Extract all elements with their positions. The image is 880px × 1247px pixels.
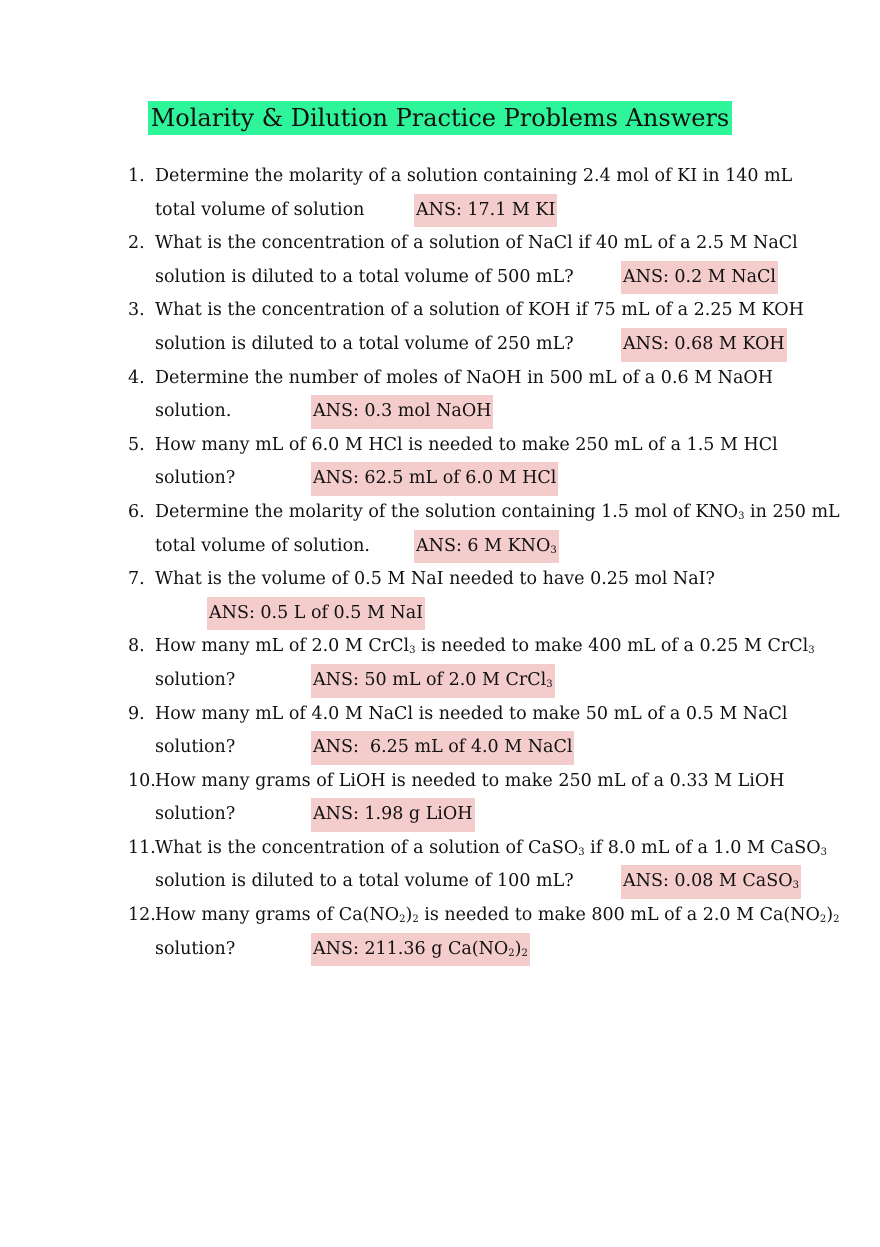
- question-text: How many mL of 6.0 M HCl is needed to make 250 mL of a 1.5 M HCl: [155, 434, 778, 455]
- question-text: solution?: [155, 669, 236, 690]
- problem-number: 2.: [128, 233, 145, 254]
- question-text: solution is diluted to a total volume of 250 mL?: [155, 333, 574, 354]
- answer: ANS: 0.3 mol NaOH: [311, 395, 493, 429]
- answer: ANS: 0.08 M CaSO$_3$: [621, 865, 801, 899]
- answer: ANS: 62.5 mL of 6.0 M HCl: [311, 462, 558, 496]
- question-text: solution is diluted to a total volume of 500 mL?: [155, 266, 574, 287]
- problem-number: 8.: [128, 636, 145, 657]
- answer: ANS: 0.68 M KOH: [621, 328, 787, 362]
- problem-item: [128, 160, 828, 227]
- question-text: solution?: [155, 468, 236, 489]
- question-text: What is the volume of 0.5 M NaI needed to have 0.25 mol NaI?: [155, 569, 715, 590]
- question-text: solution?: [155, 737, 236, 758]
- problem-item: [128, 765, 828, 832]
- question-text: Determine the number of moles of NaOH in 500 mL of a 0.6 M NaOH: [155, 367, 774, 388]
- problem-item: [128, 630, 828, 697]
- problem-item: [128, 698, 828, 765]
- problem-number: 5.: [128, 434, 145, 455]
- problem-number: 11.: [128, 837, 156, 858]
- problem-item: [128, 496, 840, 563]
- answer: ANS: 0.5 L of 0.5 M NaI: [207, 597, 425, 631]
- answer: ANS: 0.2 M NaCl: [621, 261, 778, 295]
- question-text: How many grams of $Ca(NO_2)_2$ is needed to make 800 mL of a 2.0 M $Ca(NO_2)_2$: [155, 905, 840, 926]
- question-text: total volume of solution.: [155, 535, 370, 556]
- problem-item: [128, 227, 828, 294]
- problem-item: [128, 429, 828, 496]
- question-text: solution is diluted to a total volume of 100 mL?: [155, 871, 574, 892]
- answer: ANS: 211.36 g $Ca(NO_2)_2$: [311, 933, 530, 967]
- problem-item: [128, 899, 840, 966]
- answer: ANS: 6.25 mL of 4.0 M NaCl: [311, 731, 574, 765]
- answer: ANS: 17.1 M KI: [414, 194, 557, 228]
- problem-number: 1.: [128, 166, 145, 186]
- answer: ANS: 50 mL of 2.0 M CrCl$_3$: [311, 664, 555, 698]
- question-text: Determine the molarity of the solution containing 1.5 mol of $KNO_3$ in 250 mL: [155, 501, 840, 522]
- problem-item: [128, 832, 828, 899]
- problem-list: [128, 160, 840, 966]
- problem-number: 4.: [128, 367, 145, 388]
- question-text: solution.: [155, 401, 232, 422]
- problem-number: 9.: [128, 703, 145, 724]
- problem-number: 12.: [128, 905, 156, 926]
- question-text: Determine the molarity of a solution containing 2.4 mol of KI in 140 mL: [155, 166, 793, 186]
- page-title: Molarity & Dilution Practice Problems Answers: [148, 101, 733, 135]
- question-text: total volume of solution: [155, 199, 365, 220]
- problem-number: 3.: [128, 300, 145, 321]
- problem-number: 7.: [128, 569, 145, 590]
- question-text: What is the concentration of a solution of NaCl if 40 mL of a 2.5 M NaCl: [155, 233, 798, 254]
- question-text: How many mL of 2.0 M CrCl$_3$ is needed to make 400 mL of a 0.25 M CrCl$_3$: [155, 636, 815, 657]
- problem-item: [128, 362, 828, 429]
- problem-number: 10.: [128, 770, 156, 791]
- problem-item: [128, 294, 828, 361]
- answer: ANS: 1.98 g LiOH: [311, 798, 475, 832]
- question-text: What is the concentration of a solution of KOH if 75 mL of a 2.25 M KOH: [155, 300, 804, 321]
- problem-item: [128, 563, 828, 630]
- answer: ANS: 6 M $KNO_3$: [414, 530, 559, 564]
- question-text: How many mL of 4.0 M NaCl is needed to make 50 mL of a 0.5 M NaCl: [155, 703, 788, 724]
- question-text: How many grams of LiOH is needed to make 250 mL of a 0.33 M LiOH: [155, 770, 785, 791]
- problem-number: 6.: [128, 501, 145, 522]
- question-text: What is the concentration of a solution of CaSO$_3$ if 8.0 mL of a 1.0 M CaSO$_3$: [155, 837, 827, 858]
- question-text: solution?: [155, 938, 236, 959]
- question-text: solution?: [155, 804, 236, 825]
